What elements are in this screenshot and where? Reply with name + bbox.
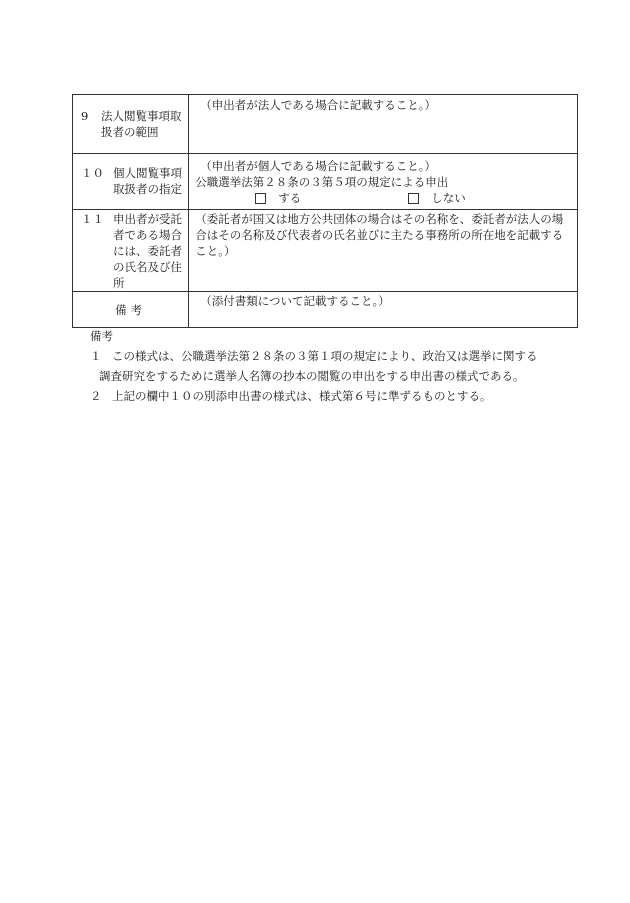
row-label: 法人閲覧事項取扱者の範囲: [101, 109, 182, 139]
option-no-label: しない: [431, 191, 466, 205]
remarks-text: 上記の欄中１０の別添申出書の様式は、様式第６号に準ずるものとする。: [112, 389, 492, 403]
row-label: 個人閲覧事項取扱者の指定: [113, 166, 182, 196]
row-content-cell: [189, 95, 578, 154]
table-row: [73, 210, 578, 292]
table-row: [73, 292, 578, 328]
row-label-cell: [73, 154, 189, 210]
content-line: （委託者が国又は地方公共団体の場合はその名称を、委託者が法人の場合はその名称及び代表者の氏名並びに主たる事務所の所在地を記載すること。）: [195, 212, 564, 258]
row-label-cell: [73, 210, 189, 292]
row-content-cell: [189, 210, 578, 292]
row-content-cell: [189, 154, 578, 210]
remarks-text-continued: 調査研究をするために選挙人名簿の抄本の閲覧の申出をする申出書の様式である。: [99, 369, 525, 383]
table-row: [73, 154, 578, 210]
row-label: 備考: [115, 303, 147, 317]
row-number: 9: [81, 109, 89, 123]
option-yes[interactable]: [255, 190, 301, 206]
option-yes-label: する: [278, 191, 302, 205]
row-number: １１: [81, 212, 104, 226]
row-label-cell: [73, 292, 189, 328]
remarks-text: この様式は、公職選挙法第２８条の３第１項の規定により、政治又は選挙に関する: [112, 349, 538, 363]
remarks-number: ２: [90, 389, 102, 403]
checkbox-icon[interactable]: [408, 193, 419, 204]
remarks-item: [90, 346, 570, 366]
option-no[interactable]: [408, 190, 466, 206]
remarks-item: [90, 386, 570, 406]
application-form-table: [72, 94, 578, 328]
remarks-heading: 備考: [90, 329, 113, 343]
row-label: 申出者が受託者である場合には、委託者の氏名及び住所: [113, 212, 182, 290]
content-line: 公職選挙法第２８条の３第５項の規定による申出: [195, 175, 449, 189]
content-line: （申出者が個人である場合に記載すること。）: [200, 159, 436, 173]
row-number: １０: [81, 166, 104, 180]
checkbox-icon[interactable]: [255, 193, 266, 204]
remarks-number: １: [90, 349, 102, 363]
content-line: （添付書類について記載すること。）: [200, 294, 390, 308]
row-label-cell: [73, 95, 189, 154]
row-content-cell: [189, 292, 578, 328]
remarks-section: [90, 326, 570, 406]
designation-options: [195, 190, 571, 206]
table-row: [73, 95, 578, 154]
content-line: （申出者が法人である場合に記載すること。）: [200, 98, 436, 112]
